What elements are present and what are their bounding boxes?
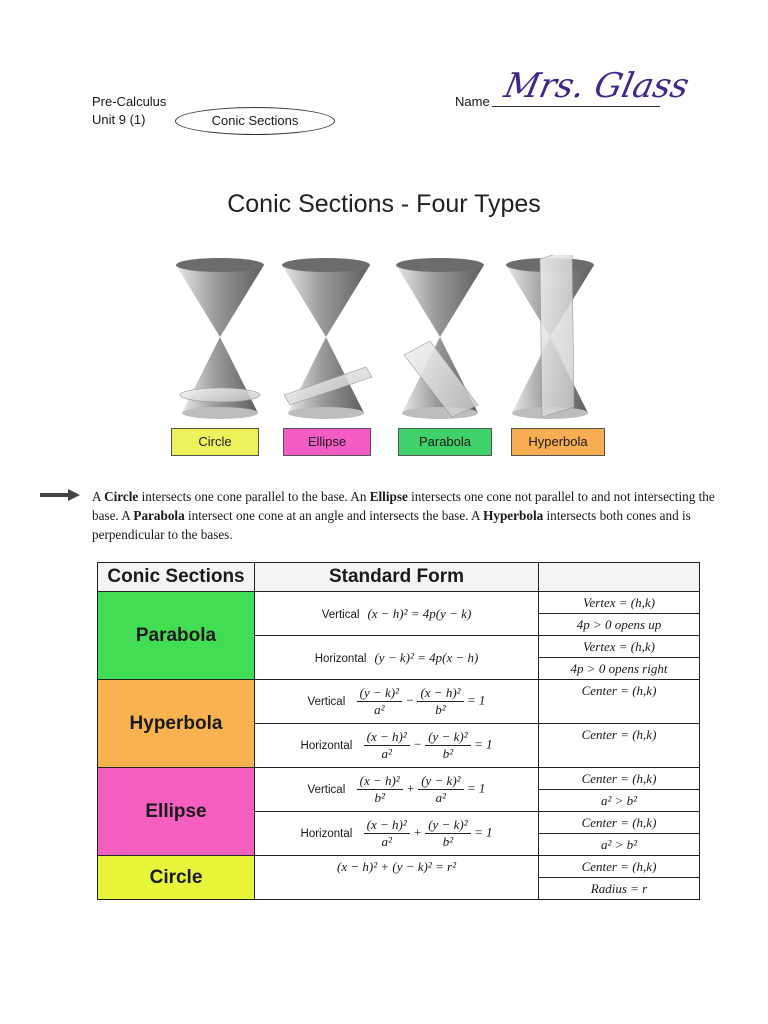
topic-badge: Conic Sections [175,107,335,135]
ellipse-vertical-form: Vertical $\frac{\text{(x − h)²}}{\text{b²}}$ + $\frac{\text{(y − k)²}}{\text{a²}}$ = 1 [255,768,539,812]
cones-illustration [170,255,600,420]
parabola-vertical-direction: 4p > 0 opens up [539,614,700,636]
cone-hyperbola [506,255,594,419]
row-label-parabola: Parabola [98,592,255,680]
cone-parabola [396,258,484,419]
unit-label: Unit 9 (1) [92,112,146,127]
parabola-vertical-vertex: Vertex = (h,k) [539,592,700,614]
signature: Mrs. Glass [500,66,693,106]
arrow-right-icon [40,489,80,501]
cone-circle [176,258,264,419]
parabola-vertical-form: Vertical (x − h)² = 4p(y − k) [255,592,539,636]
hyperbola-horizontal-center: Center = (h,k) [539,724,700,768]
hyperbola-vertical-center: Center = (h,k) [539,680,700,724]
course-label: Pre-Calculus [92,94,167,109]
ellipse-vertical-axis: a² > b² [539,790,700,812]
circle-radius: Radius = r [539,878,700,900]
header-standard-form: Standard Form [255,563,539,592]
label-hyperbola: Hyperbola [511,428,605,456]
row-label-hyperbola: Hyperbola [98,680,255,768]
label-ellipse: Ellipse [283,428,371,456]
conic-table [97,562,700,900]
circle-center: Center = (h,k) [539,856,700,878]
page-title: Conic Sections - Four Types [227,190,541,218]
table-header-row [98,563,700,592]
circle-form: (x − h)² + (y − k)² = r² [255,856,539,900]
hyperbola-horizontal-form: Horizontal $\frac{\text{(x − h)²}}{\text{a²}}$ − $\frac{\text{(y − k)²}}{\text{b²}}$ = 1 [255,724,539,768]
ellipse-horizontal-form: Horizontal $\frac{\text{(x − h)²}}{\text{a²}}$ + $\frac{\text{(y − k)²}}{\text{b²}}$ = 1 [255,812,539,856]
ellipse-horizontal-center: Center = (h,k) [539,812,700,834]
header-conic-sections: Conic Sections [98,563,255,592]
label-circle: Circle [171,428,259,456]
parabola-horizontal-form: Horizontal (y − k)² = 4p(x − h) [255,636,539,680]
cone-ellipse [282,258,372,419]
name-line [492,106,660,107]
description-paragraph: A Circle intersects one cone parallel to the base. An Ellipse intersects one cone not parallel to and not intersecting the base. A Parabola intersect one cone at an angle and intersects the base. A Hyperbola intersects both cones and is perpendicular to the bases. [92,489,715,542]
ellipse-horizontal-axis: a² > b² [539,834,700,856]
hyperbola-vertical-form: Vertical $\frac{\text{(y − k)²}}{\text{a²}}$ − $\frac{\text{(x − h)²}}{\text{b²}}$ = 1 [255,680,539,724]
header-properties [539,563,700,592]
row-label-circle: Circle [98,856,255,900]
name-label: Name [455,94,490,109]
parabola-horizontal-vertex: Vertex = (h,k) [539,636,700,658]
row-label-ellipse: Ellipse [98,768,255,856]
parabola-horizontal-direction: 4p > 0 opens right [539,658,700,680]
label-parabola: Parabola [398,428,492,456]
ellipse-vertical-center: Center = (h,k) [539,768,700,790]
